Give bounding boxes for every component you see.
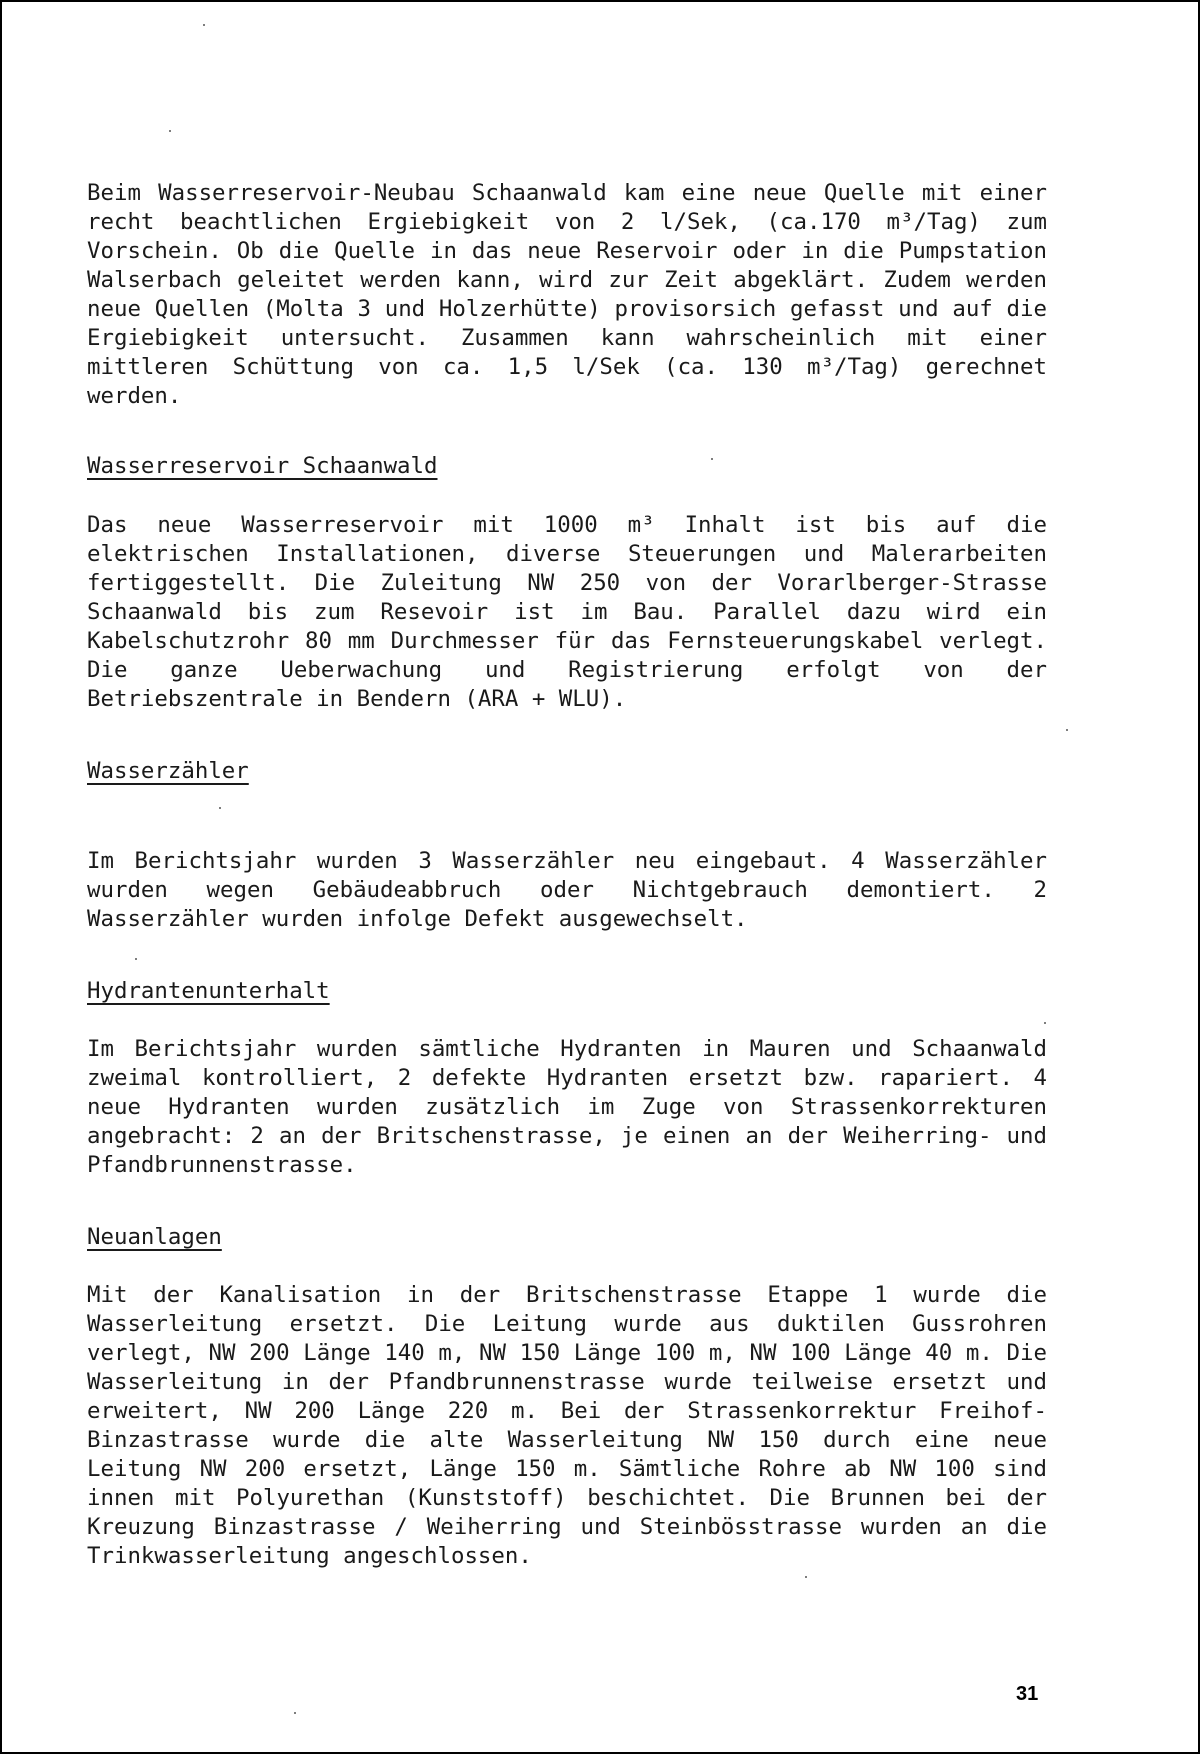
paragraph-reservoir: Das neue Wasserreservoir mit 1000 m³ Inhalt ist bis auf die elektrischen Installationen, diverse Steuerungen und Malerarbeiten fertiggestellt. Die Zuleitung NW 250 von der Vorarlberger-Strasse Schaanwald bis zum Resevoir ist im Bau. Parallel dazu wird ein Kabelschutzrohr 80 mm Durchmesser für das Fernsteuerungskabel verlegt. Die ganze Ueberwachung und Registrierung erfolgt von der Betriebszentrale in Bendern (ARA + WLU).	[87, 512, 1047, 712]
scan-speck	[1044, 1022, 1046, 1024]
paragraph-water-meters: Im Berichtsjahr wurden 3 Wasserzähler neu eingebaut. 4 Wasserzähler wurden wegen Gebäudeabbruch oder Nichtgebrauch demontiert. 2 Wasserzähler wurden infolge Defekt ausgewechselt.	[87, 848, 1047, 932]
scan-speck	[169, 130, 171, 132]
scan-speck	[219, 807, 221, 809]
paragraph-new-spring: Beim Wasserreservoir-Neubau Schaanwald kam eine neue Quelle mit einer recht beachtlichen Ergiebigkeit von 2 l/Sek, (ca.170 m³/Tag) zum Vorschein. Ob die Quelle in das neue Reservoir oder in die Pumpstation Walserbach geleitet werden kann, wird zur Zeit abgeklärt. Zudem werden neue Quellen (Molta 3 und Holzerhütte) provisorsich gefasst und auf die Ergiebigkeit untersucht. Zusammen kann wahrscheinlich mit einer mittleren Schüttung von ca. 1,5 l/Sek (ca. 130 m³/Tag) gerechnet werden.	[87, 180, 1047, 409]
scan-speck	[294, 1712, 296, 1714]
section-heading-hydrants: Hydrantenunterhalt	[87, 978, 330, 1004]
scan-speck	[805, 1576, 807, 1578]
section-heading-new-installations: Neuanlagen	[87, 1224, 222, 1250]
paragraph-new-installations: Mit der Kanalisation in der Britschenstrasse Etappe 1 wurde die Wasserleitung ersetzt. Die Leitung wurde aus duktilen Gussrohren verlegt, NW 200 Länge 140 m, NW 150 Länge 100 m, NW 100 Länge 40 m. Die Wasserleitung in der Pfandbrunnenstrasse wurde teilweise ersetzt und erweitert, NW 200 Länge 220 m. Bei der Strassenkorrektur Freihof-Binzastrasse wurde die alte Wasserleitung NW 150 durch eine neue Leitung NW 200 ersetzt, Länge 150 m. Sämtliche Rohre ab NW 100 sind innen mit Polyurethan (Kunststoff) beschichtet. Die Brunnen bei der Kreuzung Binzastrasse / Weiherring und Steinbösstrasse wurden an die Trinkwasserleitung angeschlossen.	[87, 1282, 1047, 1569]
scan-speck	[711, 458, 713, 460]
section-heading-reservoir: Wasserreservoir Schaanwald	[87, 453, 438, 479]
paragraph-hydrants: Im Berichtsjahr wurden sämtliche Hydranten in Mauren und Schaanwald zweimal kontrolliert, 2 defekte Hydranten ersetzt bzw. rapariert. 4 neue Hydranten wurden zusätzlich im Zuge von Strassenkorrekturen angebracht: 2 an der Britschenstrasse, je einen an der Weiherring- und Pfandbrunnenstrasse.	[87, 1036, 1047, 1178]
page-number: 31	[1016, 1683, 1039, 1705]
scan-speck	[203, 24, 205, 26]
section-heading-water-meters: Wasserzähler	[87, 758, 249, 784]
scan-speck	[135, 958, 137, 960]
scan-speck	[1066, 729, 1068, 731]
